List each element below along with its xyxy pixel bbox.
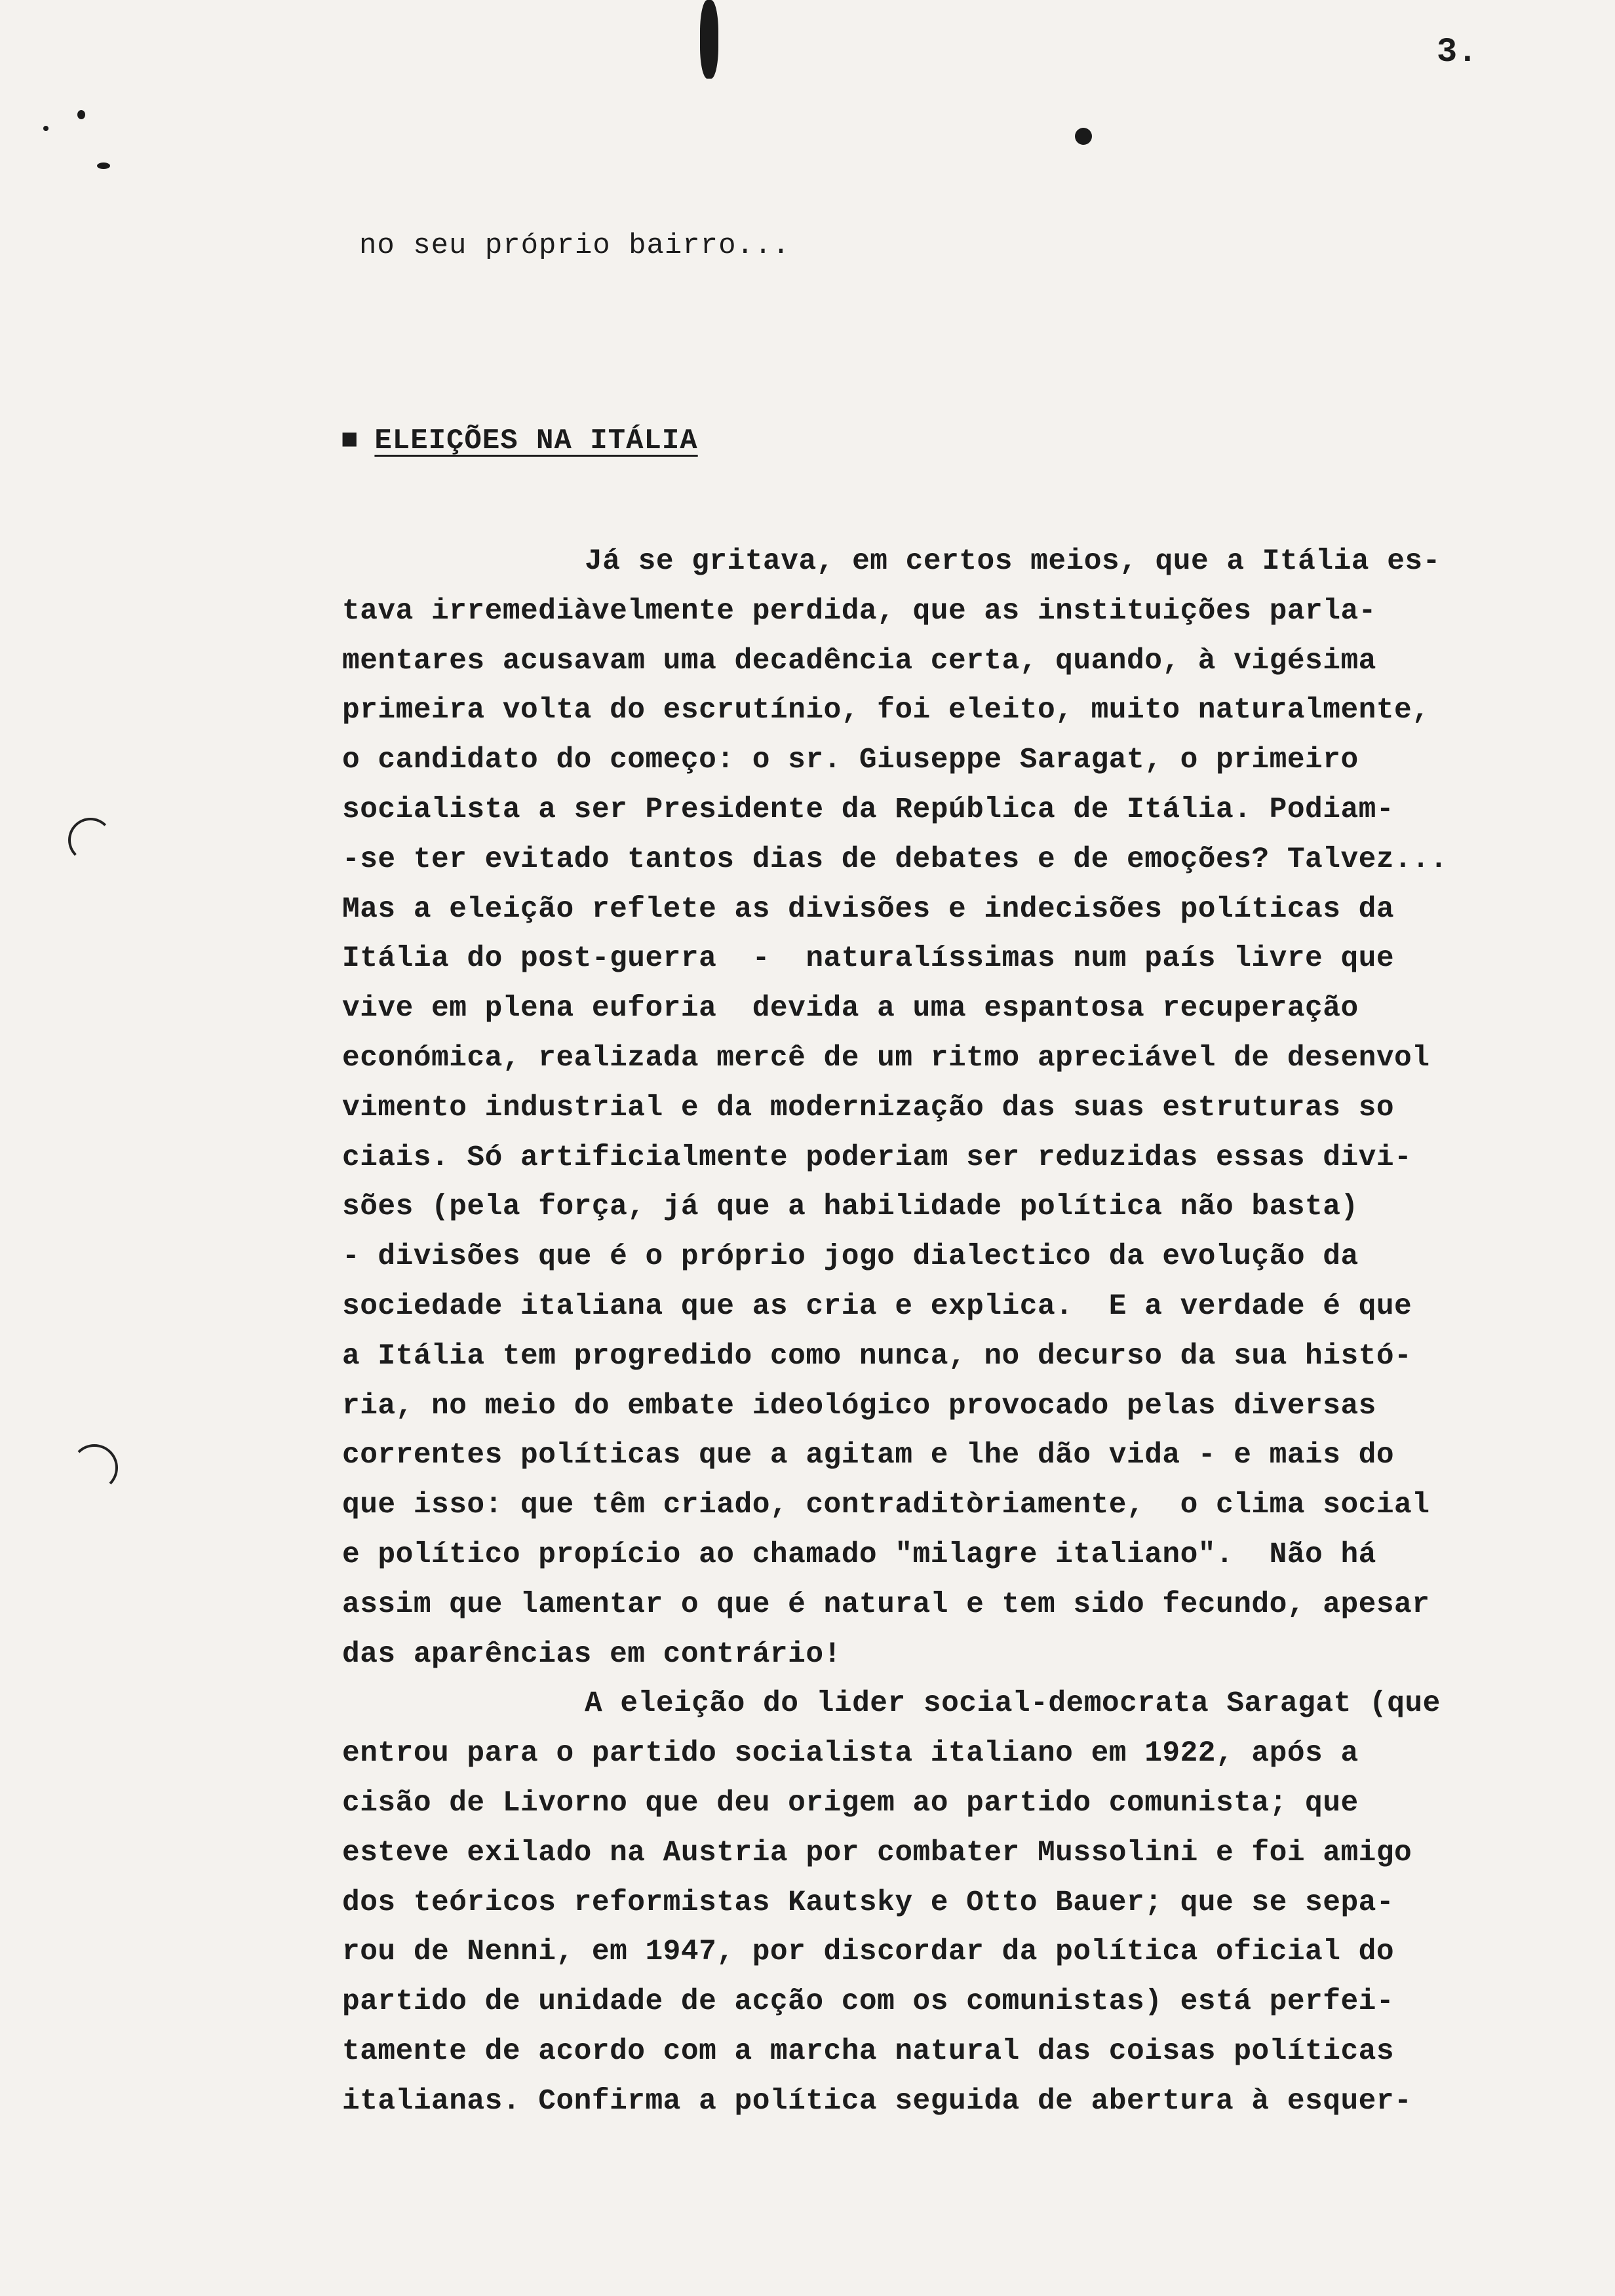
ink-speck — [97, 163, 110, 169]
text-line: Já se gritava, em certos meios, que a Itália es- — [585, 545, 1441, 578]
text-line: dos teóricos reformistas Kautsky e Otto Bauer; que se sepa- — [342, 1886, 1395, 1919]
ink-speck — [77, 110, 85, 119]
text-line: sociedade italiana que as cria e explica. E a verdade é que — [342, 1290, 1412, 1323]
ink-speck — [43, 126, 49, 131]
text-line: que isso: que têm criado, contraditòriamente, o clima social — [342, 1489, 1430, 1522]
text-line: Mas a eleição reflete as divisões e indecisões políticas da — [342, 892, 1395, 926]
continuation-line: no seu próprio bairro... — [359, 229, 790, 262]
punch-hole-mark — [68, 818, 113, 862]
text-line: -se ter evitado tantos dias de debates e de emoções? Talvez... — [342, 843, 1448, 876]
text-line: sões (pela força, já que a habilidade política não basta) — [342, 1191, 1359, 1224]
punch-hole-mark — [71, 1444, 118, 1491]
text-line: vive em plena euforia devida a uma espantosa recuperação — [342, 992, 1359, 1025]
text-line: das aparências em contrário! — [342, 1637, 842, 1671]
heading-title: ELEIÇÕES NA ITÁLIA — [374, 425, 698, 457]
text-line: o candidato do começo: o sr. Giuseppe Saragat, o primeiro — [342, 744, 1359, 777]
heading-bullet: ■ — [341, 425, 359, 457]
text-line: - divisões que é o próprio jogo dialectico da evolução da — [342, 1240, 1359, 1274]
section-heading — [341, 425, 698, 457]
text-line: esteve exilado na Austria por combater Mussolini e foi amigo — [342, 1836, 1412, 1869]
text-line: entrou para o partido socialista italiano em 1922, após a — [342, 1737, 1359, 1770]
text-line: primeira volta do escrutínio, foi eleito, muito naturalmente, — [342, 694, 1430, 727]
text-line: rou de Nenni, em 1947, por discordar da política oficial do — [342, 1936, 1395, 1969]
text-line: italianas. Confirma a política seguida de abertura à esquer- — [342, 2084, 1412, 2118]
text-line: tava irremediàvelmente perdida, que as instituições parla- — [342, 594, 1376, 628]
text-line: a Itália tem progredido como nunca, no decurso da sua histó- — [342, 1339, 1412, 1373]
text-line: ria, no meio do embate ideológico provocado pelas diversas — [342, 1389, 1376, 1423]
body-text — [342, 537, 1587, 2127]
text-line: A eleição do lider social-democrata Saragat (que — [585, 1687, 1441, 1721]
text-line: e político propício ao chamado "milagre italiano". Não há — [342, 1538, 1376, 1571]
text-line: partido de unidade de acção com os comunistas) está perfei- — [342, 1985, 1395, 2019]
ink-blot — [700, 0, 718, 79]
text-line: correntes políticas que a agitam e lhe dão vida - e mais do — [342, 1439, 1395, 1472]
text-line: ciais. Só artificialmente poderiam ser reduzidas essas divi- — [342, 1141, 1412, 1174]
text-line: económica, realizada mercê de um ritmo apreciável de desenvol — [342, 1041, 1430, 1075]
text-line: Itália do post-guerra - naturalíssimas num país livre que — [342, 942, 1395, 976]
text-line: socialista a ser Presidente da República de Itália. Podiam- — [342, 793, 1395, 826]
text-line: vimento industrial e da modernização das suas estruturas so — [342, 1091, 1395, 1124]
page-number: 3. — [1437, 33, 1478, 71]
text-line: assim que lamentar o que é natural e tem sido fecundo, apesar — [342, 1588, 1430, 1621]
text-line: tamente de acordo com a marcha natural das coisas políticas — [342, 2035, 1395, 2068]
text-line: cisão de Livorno que deu origem ao partido comunista; que — [342, 1786, 1359, 1820]
ink-blot — [1075, 128, 1092, 145]
text-line: mentares acusavam uma decadência certa, quando, à vigésima — [342, 644, 1376, 678]
